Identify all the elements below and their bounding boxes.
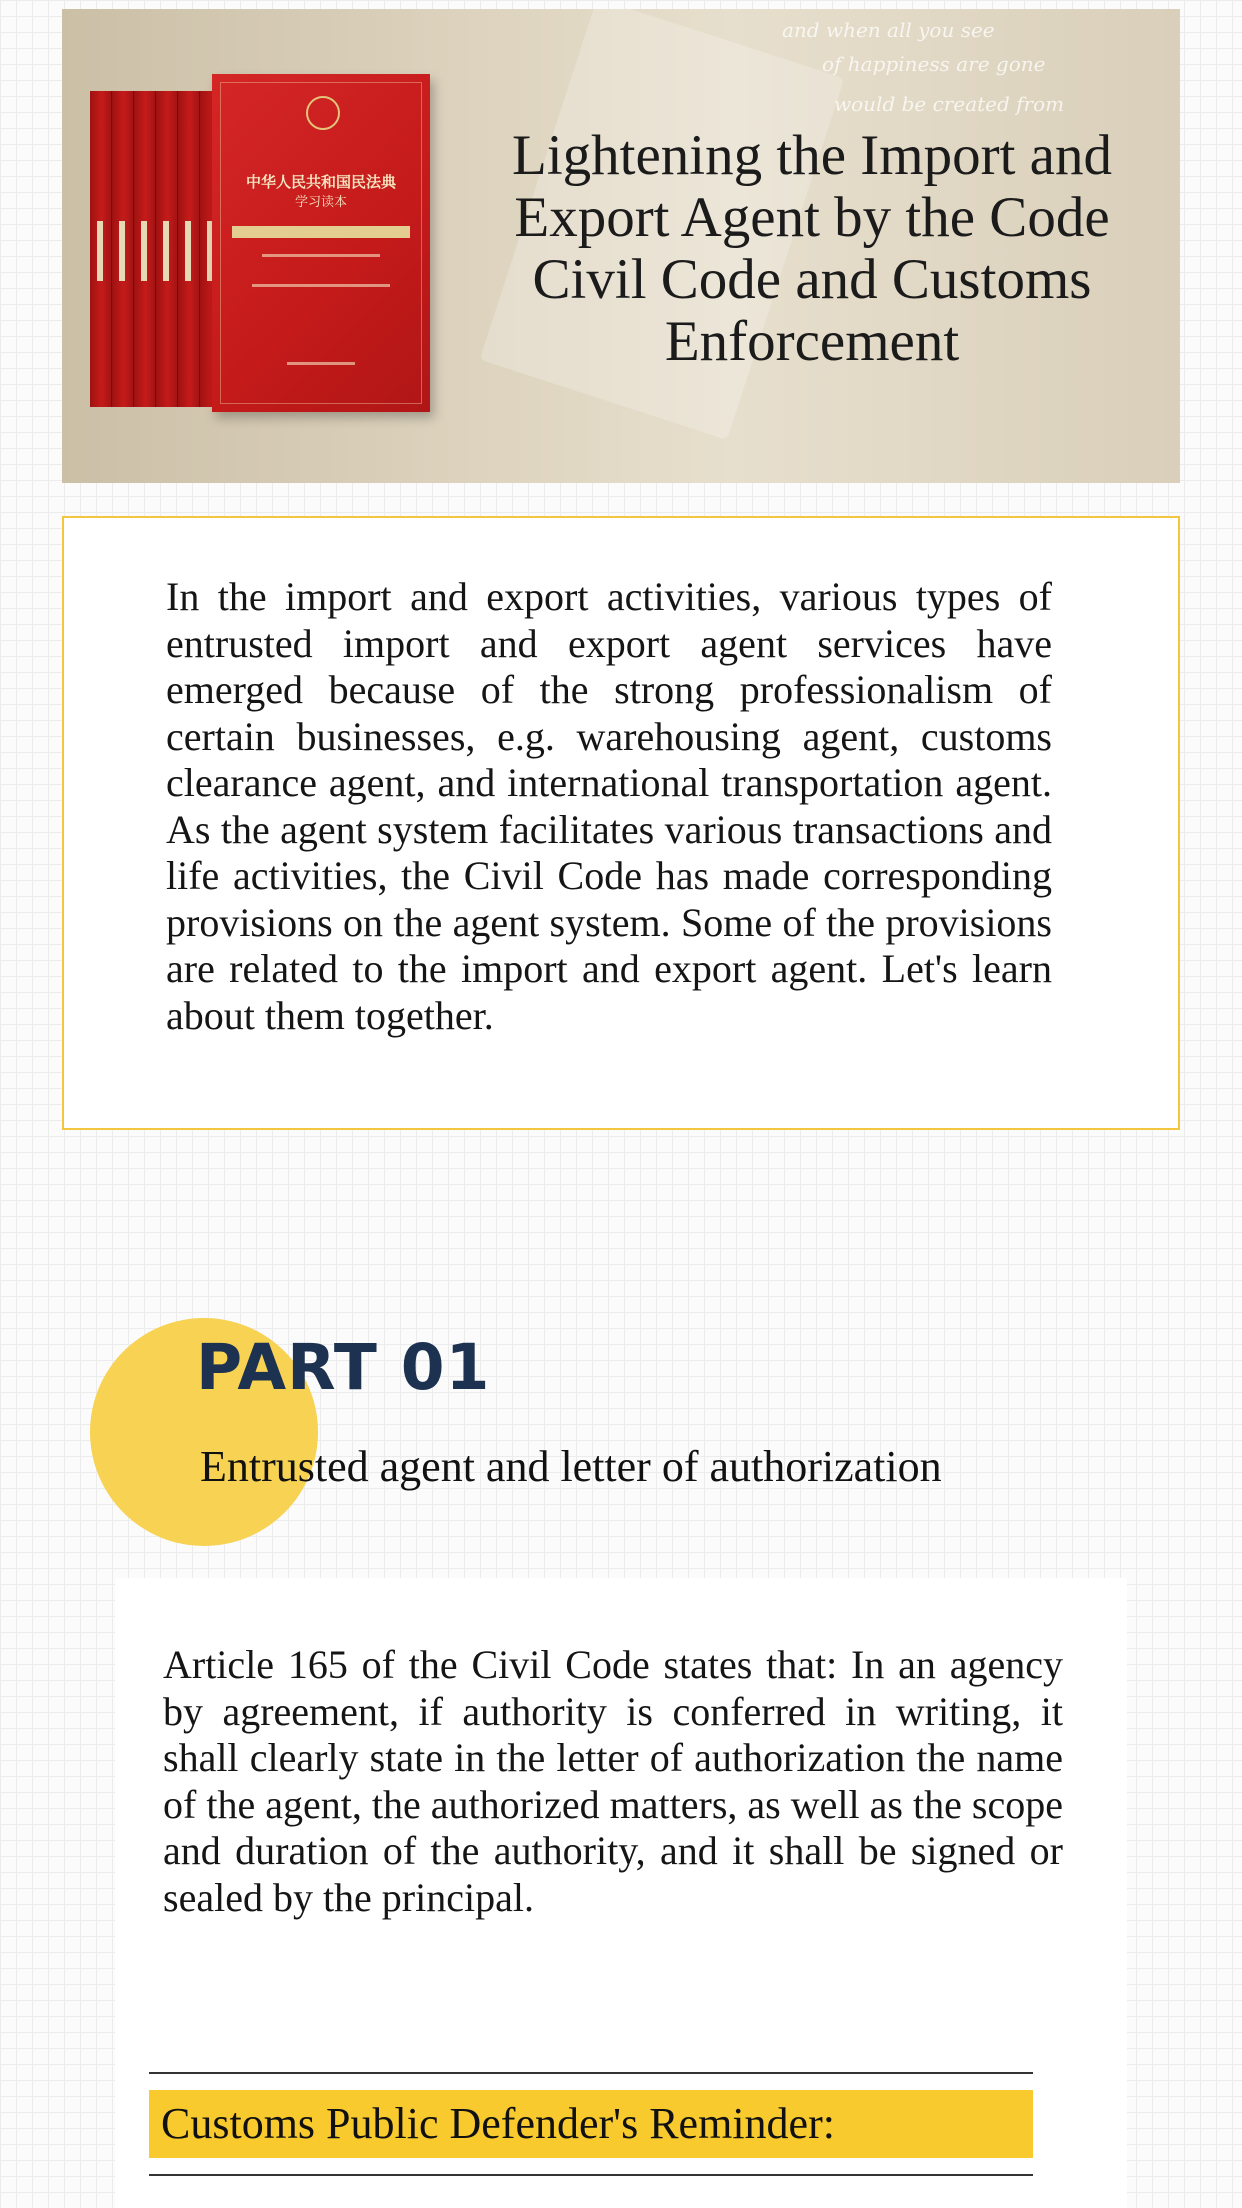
book-cover-line [262,254,380,257]
book-spine [112,91,134,407]
page-title: Lightening the Import and Export Agent by the Code Civil Code and Customs Enforcement [512,124,1112,373]
header-banner [62,9,1180,483]
reminder-heading: Customs Public Defender's Reminder: [149,2090,1033,2158]
book-cover-band [232,226,410,238]
book-spine [156,91,178,407]
banner-script-line: and when all you see [782,18,995,42]
book-spine [178,91,200,407]
book-subtitle: 学习读本 [294,195,347,210]
article-card [115,1578,1127,2208]
book-cover [212,74,430,412]
intro-paragraph: In the import and export activities, various types of entrusted import and export agent services have emerged because of the strong professionalism of certain businesses, e.g. warehousing agent, customs clearance agent, and international transportation agent. As the agent system facilitates various transactions and life activities, the Civil Code has made corresponding provisions on the agent system. Some of the provisions are related to the import and export agent. Let's learn about them together. [166,574,1052,1038]
book-set-spines [90,91,220,411]
book-cover-line [252,284,390,287]
banner-script-line: of happiness are gone [822,52,1046,76]
part-subtitle: Entrusted agent and letter of authorization [200,1442,942,1491]
intro-box [62,516,1180,1130]
emblem-icon [306,96,340,130]
article-paragraph: Article 165 of the Civil Code states that: In an agency by agreement, if authority is conferred in writing, it shall clearly state in the letter of authorization the name of the agent, the authorized matters, as well as the scope and duration of the authority, and it shall be signed or sealed by the principal. [163,1642,1063,1920]
part-number: PART 01 [196,1331,491,1404]
banner-script-line: would be created from [834,92,1065,116]
book-spine [90,91,112,407]
book-cover-line [287,362,355,365]
book-spine [134,91,156,407]
divider [149,2174,1033,2176]
book-cover-frame [220,82,422,404]
divider [149,2072,1033,2074]
book-title: 中华人民共和国民法典 [245,173,396,191]
